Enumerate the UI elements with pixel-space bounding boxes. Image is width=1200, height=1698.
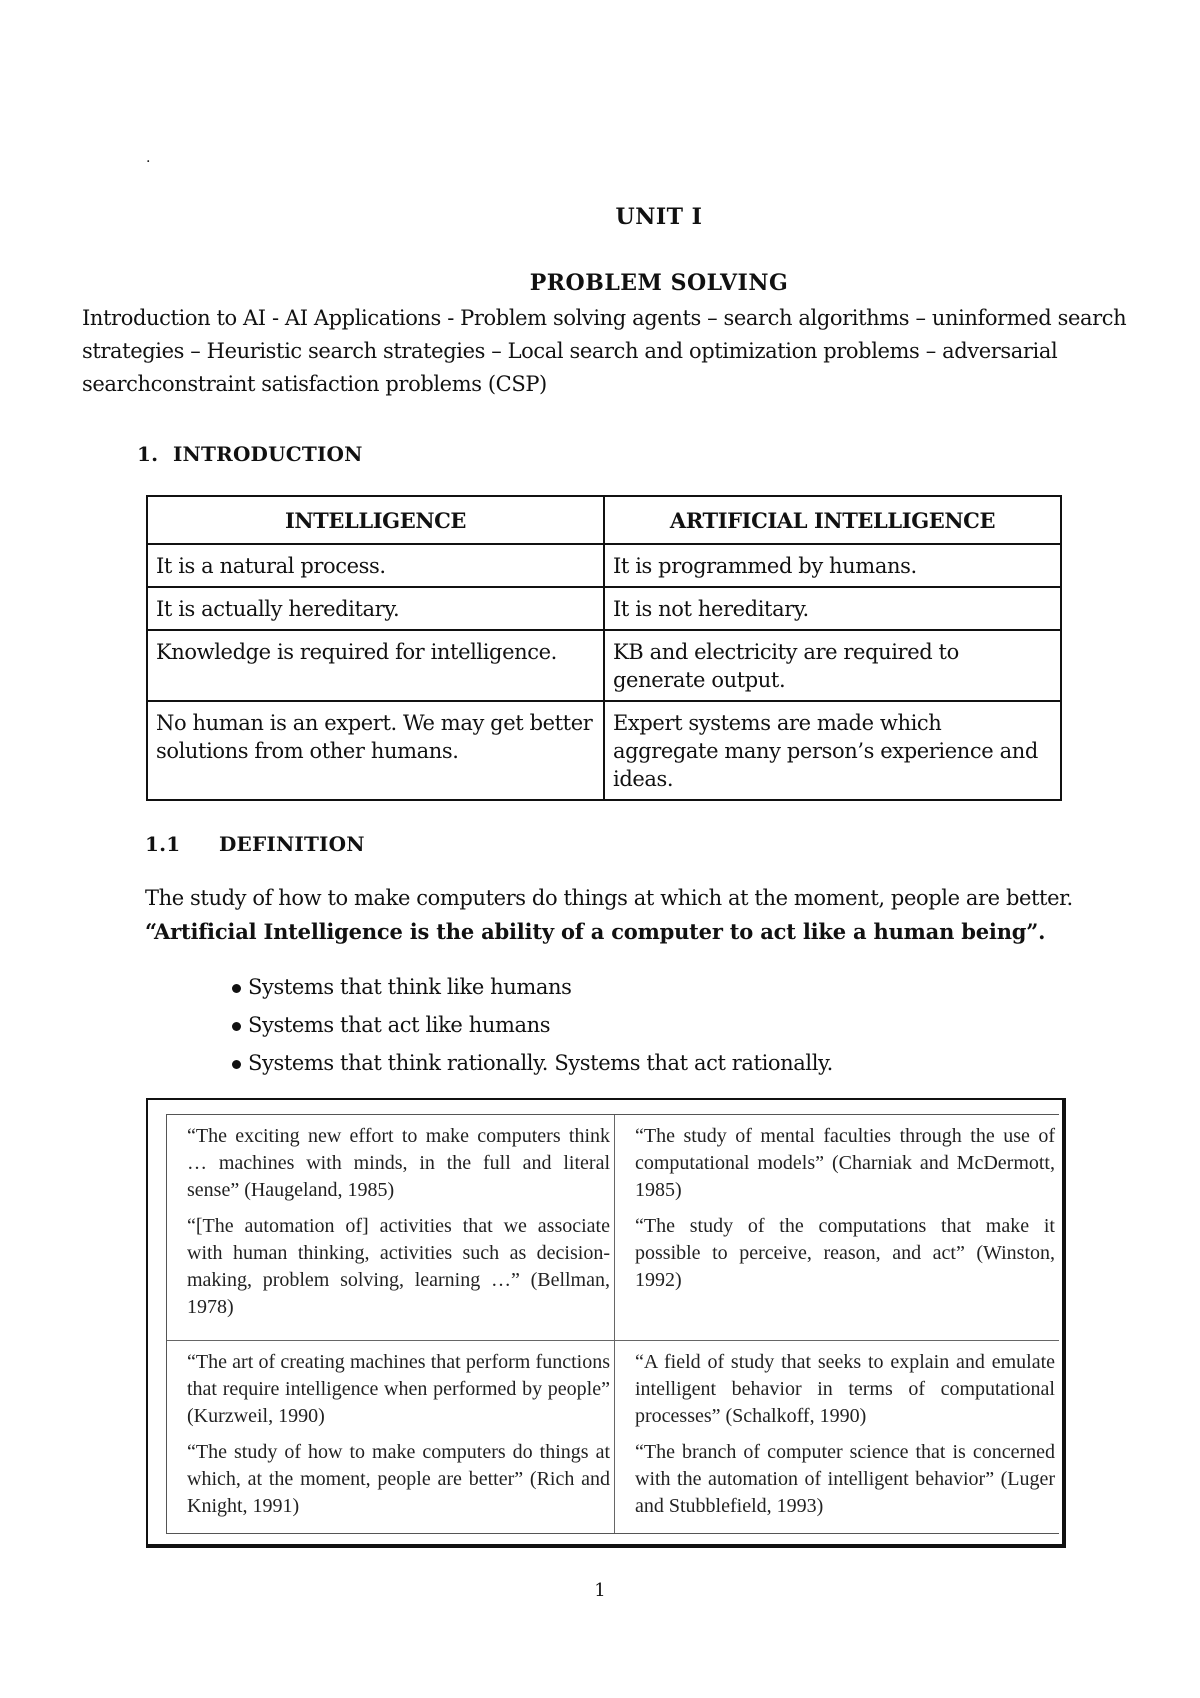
definition-quote-text: “[The automation of] activities that we associate with human thinking, activities such as decision-making, problem solving, learning …” (Bellman, 1978) [187,1215,610,1318]
table-row [147,701,1061,800]
page-number: 1 [594,1580,606,1601]
syllabus-line: Introduction to AI - AI Applications - Problem solving agents – search algorithms – uninformed search [82,306,1127,330]
syllabus-paragraph [82,302,1132,401]
syllabus-line: strategies – Heuristic search strategies – Local search and optimization problems – adversarial [82,339,1058,363]
list-item: Systems that think like humans [230,968,833,1006]
table-cell: It is not hereditary. [604,587,1061,630]
definition-cell-top-left [167,1115,615,1341]
table-cell: Expert systems are made which aggregate many person’s experience and ideas. [604,701,1061,800]
definitions-grid [166,1114,1059,1534]
column-header: INTELLIGENCE [147,496,604,544]
definition-cell-top-right [615,1115,1059,1341]
stray-mark: . [146,150,151,166]
definition-cell-bottom-right [615,1341,1059,1533]
heading-title: INTRODUCTION [173,442,363,466]
definition-quote-text: “The study of the computations that make it possible to perceive, reason, and act” (Winston, 1992) [635,1215,1055,1291]
table-cell: It is programmed by humans. [604,544,1061,587]
table-row [147,587,1061,630]
unit-title: UNIT I [615,204,703,230]
syllabus-line: searchconstraint satisfaction problems (CSP) [82,372,547,396]
list-item: Systems that think rationally. Systems that act rationally. [230,1044,833,1082]
definition-quote-text: “A field of study that seeks to explain and emulate intelligent behavior in terms of computational processes” (Schalkoff, 1990) [635,1351,1055,1427]
definition-heading [145,832,365,856]
comparison-table [146,495,1062,801]
definition-quote-text: “The study of mental faculties through the use of computational models” (Charniak and McDermott, 1985) [635,1125,1055,1201]
definition-text: The study of how to make computers do things at which at the moment, people are better. [145,886,1073,910]
definition-quote-text: “The study of how to make computers do things at which, at the moment, people are better” (Rich and Knight, 1991) [187,1441,610,1517]
table-cell: KB and electricity are required to generate output. [604,630,1061,701]
table-header-row [147,496,1061,544]
definition-quote-text: “The art of creating machines that perform functions that require intelligence when performed by people” (Kurzweil, 1990) [187,1351,610,1427]
definition-quote-text: “The branch of computer science that is concerned with the automation of intelligent behavior” (Luger and Stubblefield, 1993) [635,1441,1055,1517]
table-cell: Knowledge is required for intelligence. [147,630,604,701]
table-cell: No human is an expert. We may get better solutions from other humans. [147,701,604,800]
table-cell: It is a natural process. [147,544,604,587]
heading-number: 1. [137,442,159,466]
definition-quote-text: “The exciting new effort to make computers think … machines with minds, in the full and literal sense” (Haugeland, 1985) [187,1125,610,1201]
column-header: ARTIFICIAL INTELLIGENCE [604,496,1061,544]
table-row [147,630,1061,701]
introduction-heading [137,442,363,466]
table-row [147,544,1061,587]
definition-quote: “Artificial Intelligence is the ability of a computer to act like a human being”. [145,919,1046,944]
section-title: PROBLEM SOLVING [529,270,789,296]
definitions-figure [146,1098,1066,1548]
heading-title: DEFINITION [219,832,365,856]
systems-list [230,968,833,1082]
heading-number: 1.1 [145,832,181,856]
definition-paragraph [145,882,1125,948]
definition-cell-bottom-left [167,1341,615,1533]
list-item: Systems that act like humans [230,1006,833,1044]
table-cell: It is actually hereditary. [147,587,604,630]
